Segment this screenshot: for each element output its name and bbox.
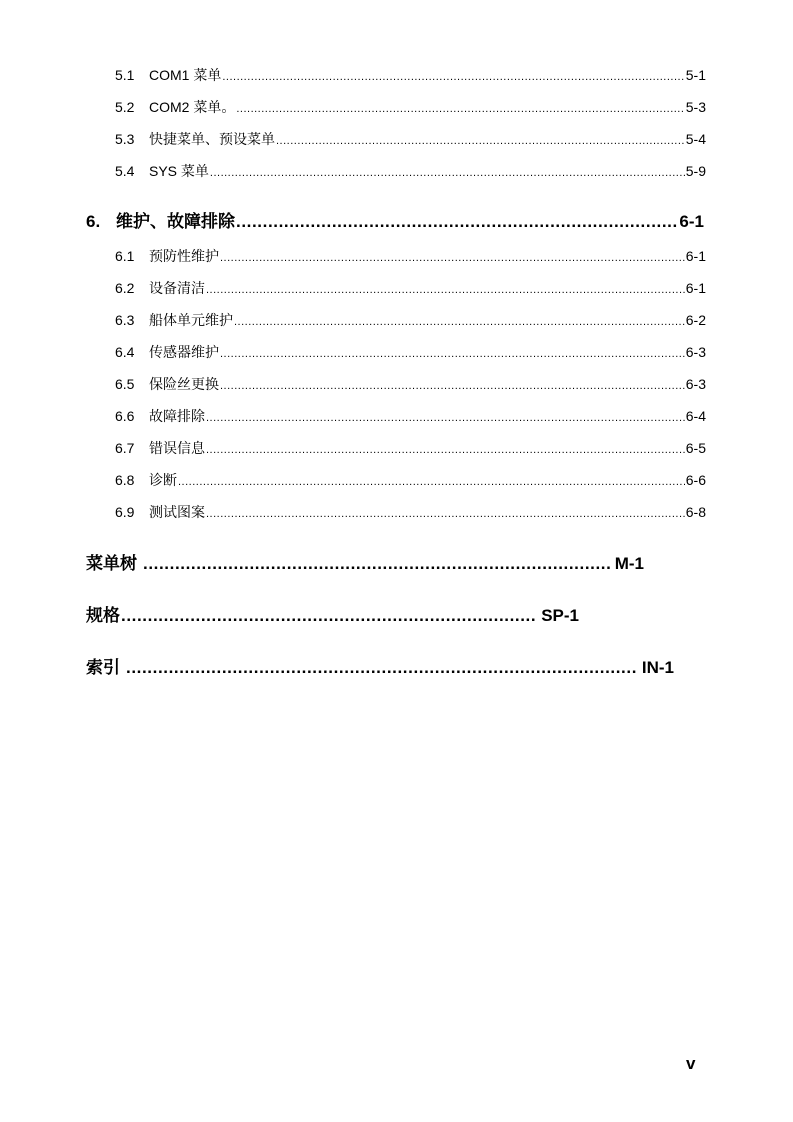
leader-dots [210,167,685,179]
entry-number: 6.4 [115,344,135,360]
entry-title: 错误信息 [149,440,205,456]
leader-dots [206,508,685,520]
chapter-title: 维护、故障排除 [116,212,235,231]
page-number: v [686,1054,696,1073]
toc-entry-6-9[interactable] [115,502,706,522]
leader-dots [236,212,678,232]
entry-page: 6-6 [685,472,706,488]
entry-number: 6.6 [115,408,135,424]
entry-number: 5.4 [115,163,135,179]
entry-title: SYS 菜单 [149,163,209,179]
leader-dots [206,412,685,424]
toc-entry-6-6[interactable] [115,406,706,426]
entry-page: 6-4 [685,408,706,424]
entry-title: 保险丝更换 [149,376,219,392]
entry-page: IN-1 [641,658,674,677]
leader-dots [220,348,685,360]
entry-page: 6-3 [685,376,706,392]
entry-number: 5.2 [115,99,135,115]
leader-dots [143,554,610,574]
toc-entry-6-8[interactable] [115,470,706,490]
entry-page: SP-1 [541,606,579,625]
entry-number: 6.2 [115,280,135,296]
chapter-number: 6. [86,212,101,231]
entry-page: 6-1 [685,248,706,264]
toc-entry-6-7[interactable] [115,438,706,458]
leader-dots [276,135,685,147]
toc-entry-6-5[interactable] [115,374,706,394]
entry-number: 6.3 [115,312,135,328]
entry-title: 船体单元维护 [149,312,233,328]
leader-dots [236,103,684,115]
entry-title: 索引 [86,658,120,677]
entry-title: 设备清洁 [149,280,205,296]
toc-entry-5-2[interactable] [115,97,706,117]
entry-page: 5-3 [685,99,706,115]
entry-title: COM1 菜单 [149,67,222,83]
leader-dots [234,316,685,328]
entry-number: 6.1 [115,248,135,264]
entry-number: 6.5 [115,376,135,392]
entry-page: 6-2 [685,312,706,328]
leader-dots [220,252,685,264]
entry-number: 5.3 [115,131,135,147]
leader-dots [206,284,685,296]
leader-dots [178,476,685,488]
leader-dots [126,658,637,678]
leader-dots [121,606,536,626]
entry-number: 5.1 [115,67,135,83]
entry-title: 故障排除 [149,408,205,424]
leader-dots [222,71,684,83]
toc-index[interactable] [86,653,674,678]
toc-entry-5-3[interactable] [115,129,706,149]
toc-entry-5-4[interactable] [115,161,706,181]
entry-title: 规格 [86,606,120,625]
leader-dots [220,380,685,392]
entry-page: 6-3 [685,344,706,360]
leader-dots [206,444,685,456]
entry-number: 6.7 [115,440,135,456]
entry-page: 6-1 [685,280,706,296]
toc-menu-tree[interactable] [86,549,644,574]
entry-title: 预防性维护 [149,248,219,264]
entry-title: 测试图案 [149,504,205,520]
entry-number: 6.9 [115,504,135,520]
entry-title: COM2 菜单。 [149,99,236,115]
entry-title: 菜单树 [86,554,137,573]
chapter-page: 6-1 [679,212,704,231]
entry-page: 5-4 [685,131,706,147]
entry-page: 6-8 [685,504,706,520]
toc-chapter-6[interactable] [86,207,704,232]
entry-page: 5-9 [685,163,706,179]
toc-entry-6-4[interactable] [115,342,706,362]
entry-page: 5-1 [685,67,706,83]
entry-title: 诊断 [149,472,177,488]
toc-entry-6-2[interactable] [115,278,706,298]
entry-title: 快捷菜单、预设菜单 [149,131,275,147]
entry-page: M-1 [614,554,644,573]
entry-title: 传感器维护 [149,344,219,360]
entry-page: 6-5 [685,440,706,456]
toc-entry-5-1[interactable] [115,65,706,85]
entry-number: 6.8 [115,472,135,488]
toc-entry-6-1[interactable] [115,246,706,266]
toc-specs[interactable] [86,601,579,626]
toc-entry-6-3[interactable] [115,310,706,330]
